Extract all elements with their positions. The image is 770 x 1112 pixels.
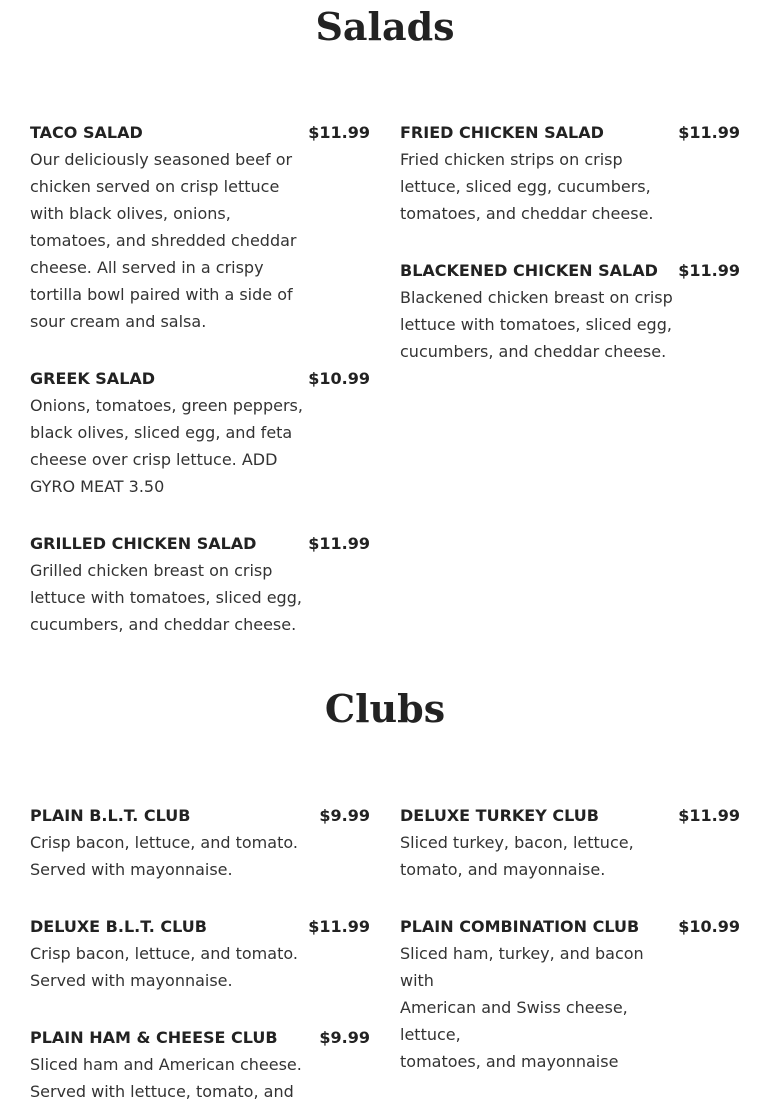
item-description: [400, 284, 740, 365]
desc-line: Fried chicken strips on crisp: [400, 150, 623, 169]
desc-line: American and Swiss cheese,: [400, 998, 628, 1017]
item-description: [30, 557, 370, 638]
item-price: $9.99: [319, 806, 370, 825]
desc-line: Blackened chicken breast on crisp: [400, 288, 673, 307]
menu-item-plain-ham-cheese-club: [30, 1024, 370, 1105]
desc-line: Our deliciously seasoned beef or: [30, 150, 293, 169]
desc-line: lettuce with tomatoes, sliced egg,: [400, 315, 672, 334]
item-price: $10.99: [308, 369, 370, 388]
item-description: [30, 1051, 370, 1105]
menu-item-deluxe-blt-club: [30, 913, 370, 994]
item-description: [400, 829, 740, 883]
item-name: PLAIN HAM & CHEESE CLUB: [30, 1028, 278, 1047]
item-name: GRILLED CHICKEN SALAD: [30, 534, 257, 553]
desc-line: with black olives, onions,: [30, 204, 231, 223]
desc-line: tomato, and mayonnaise.: [400, 860, 606, 879]
item-price: $11.99: [678, 806, 740, 825]
item-name: FRIED CHICKEN SALAD: [400, 123, 604, 142]
desc-line: sour cream and salsa.: [30, 312, 207, 331]
item-description: [30, 392, 370, 500]
desc-line: lettuce,: [400, 1025, 461, 1044]
desc-line: Served with mayonnaise.: [30, 860, 233, 879]
item-name: TACO SALAD: [30, 123, 143, 142]
desc-line: Onions, tomatoes, green peppers,: [30, 396, 303, 415]
desc-line: black olives, sliced egg, and feta: [30, 423, 293, 442]
menu-item-grilled-chicken-salad: [30, 530, 370, 638]
item-name: GREEK SALAD: [30, 369, 156, 388]
desc-line: with: [400, 971, 434, 990]
menu-item-blackened-chicken-salad: [400, 257, 740, 365]
menu-item-greek-salad: [30, 365, 370, 500]
item-price: $11.99: [308, 123, 370, 142]
menu-item-plain-blt-club: [30, 802, 370, 883]
desc-line: Sliced turkey, bacon, lettuce,: [400, 833, 634, 852]
desc-line: cheese. All served in a crispy: [30, 258, 264, 277]
item-name: PLAIN COMBINATION CLUB: [400, 917, 640, 936]
menu-item-plain-combination-club: [400, 913, 740, 1075]
item-price: $11.99: [308, 534, 370, 553]
item-description: [400, 940, 740, 1075]
item-price: $11.99: [678, 123, 740, 142]
item-name: DELUXE B.L.T. CLUB: [30, 917, 207, 936]
menu-item-deluxe-turkey-club: [400, 802, 740, 883]
desc-line: Served with mayonnaise.: [30, 971, 233, 990]
menu-item-taco-salad: [30, 119, 370, 335]
clubs-heading: Clubs: [324, 686, 446, 731]
item-price: $11.99: [678, 261, 740, 280]
item-description: [30, 940, 370, 994]
item-name: BLACKENED CHICKEN SALAD: [400, 261, 658, 280]
item-description: [400, 146, 740, 227]
desc-line: tomatoes, and shredded cheddar: [30, 231, 297, 250]
item-price: $10.99: [678, 917, 740, 936]
desc-line: tomatoes, and cheddar cheese.: [400, 204, 654, 223]
desc-line: tortilla bowl paired with a side of: [30, 285, 293, 304]
item-description: [30, 829, 370, 883]
salads-heading: Salads: [315, 4, 455, 49]
desc-line: GYRO MEAT 3.50: [30, 477, 165, 496]
desc-line: cucumbers, and cheddar cheese.: [30, 615, 297, 634]
desc-line: Crisp bacon, lettuce, and tomato.: [30, 833, 298, 852]
desc-line: tomatoes, and mayonnaise: [400, 1052, 619, 1071]
desc-line: chicken served on crisp lettuce: [30, 177, 280, 196]
desc-line: cucumbers, and cheddar cheese.: [400, 342, 667, 361]
desc-line: Sliced ham, turkey, and bacon: [400, 944, 644, 963]
desc-line: Served with lettuce, tomato, and: [30, 1082, 294, 1101]
desc-line: Crisp bacon, lettuce, and tomato.: [30, 944, 298, 963]
desc-line: cheese over crisp lettuce. ADD: [30, 450, 278, 469]
item-description: [30, 146, 370, 335]
item-name: DELUXE TURKEY CLUB: [400, 806, 599, 825]
item-name: PLAIN B.L.T. CLUB: [30, 806, 191, 825]
item-price: $11.99: [308, 917, 370, 936]
desc-line: lettuce with tomatoes, sliced egg,: [30, 588, 302, 607]
desc-line: Sliced ham and American cheese.: [30, 1055, 302, 1074]
menu-item-fried-chicken-salad: [400, 119, 740, 227]
item-price: $9.99: [319, 1028, 370, 1047]
desc-line: Grilled chicken breast on crisp: [30, 561, 273, 580]
desc-line: lettuce, sliced egg, cucumbers,: [400, 177, 651, 196]
